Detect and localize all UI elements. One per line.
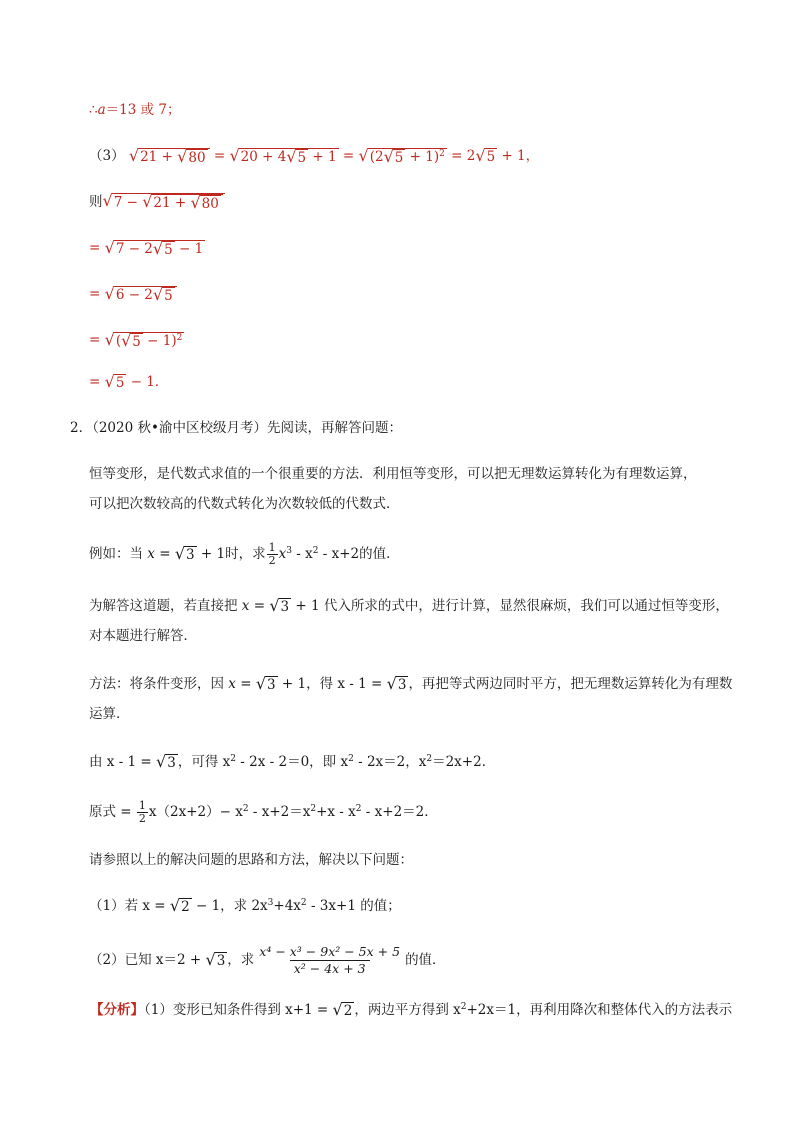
therefore-symbol: ∴ — [89, 102, 98, 118]
question-1: （1）若 x = √ 2 − 1，求 $2x^3+4x^2 - 3x+1$ 的值； — [89, 896, 401, 915]
step-line-3: = √ 6 − 2 √ 5 — [89, 284, 177, 304]
analysis-line: 【分析】（1）变形已知条件得到 x+1 = √ 2 ，两边平方得到 $x^2+2x=1$，再利用降次和整体代入的方法表示 — [90, 1000, 733, 1019]
method-line-1: 方法：将条件变形，因 x = √ 3 + 1，得 x - 1 = √ 3 ，再把等式两边同时平方，把无理数运算转化为有理数 — [89, 674, 733, 693]
instruction-line: 请参照以上的解决问题的思路和方法，解决以下问题： — [89, 852, 413, 868]
step-line-5: = √ 5 − 1． — [89, 372, 169, 391]
step1-math: √ 7 − √ 21 + √ 80 — [103, 194, 225, 210]
part3-line — [89, 146, 539, 166]
step-line-4: = √ ( √ 5 − 1)$^2$ — [89, 329, 183, 350]
step-line-1 — [89, 192, 225, 212]
derive-line: 由 x - 1 = √ 3 ，可得 $x^2 - 2x - 2=0$，即 $x^2 - 2x=2$，$x^2=2x+2$． — [89, 752, 496, 771]
var-a: a — [97, 102, 106, 118]
fraction-half-2: $\frac{1}{2}$ — [138, 799, 146, 825]
part3-math: √ 21 + √ 80 = √ 20 + 4 √ 5 + 1 = √ (2 √ 5 + 1)$^2$ = 2 √ 5 + 1， — [128, 145, 540, 166]
analysis-tag: 【分析】 — [90, 1002, 144, 1018]
question-2: （2）已知 x＝2 + √ 3 ，求 $\frac{\text{x⁴ − x³ − 9x² − 5x + 5}}{\text{x² − 4x + 3}}$ 的值． — [89, 944, 446, 976]
approach-line-2: 对本题进行解答． — [89, 628, 197, 644]
result-line — [89, 100, 181, 120]
problem-header: 2．（2020 秋•渝中区校级月考）先阅读，再解答问题： — [70, 420, 402, 436]
part3-label: （3） — [89, 148, 125, 164]
ze-label: 则 — [89, 194, 103, 210]
result-text: ＝13 或 7； — [105, 102, 181, 118]
fraction-half: $\frac{1}{2}$ — [268, 541, 276, 567]
original-line: 原式 = $\frac{1}{2}$ $x(2x+2)- x^2 - x+2=x^2+x - x^2 - x+2=2$． — [89, 799, 438, 825]
method-line-2: 运算． — [89, 706, 130, 722]
intro-line-1: 恒等变形，是代数式求值的一个很重要的方法．利用恒等变形，可以把无理数运算转化为有理数运算， — [89, 466, 697, 482]
example-line: 例如：当 x = √ 3 + 1时，求 $\frac{1}{2}$ $x^3 - x^2 - x+2$的值． — [89, 541, 400, 567]
rational-expression: $\frac{\text{x⁴ − x³ − 9x² − 5x + 5}}{\text{x² − 4x + 3}}$ — [259, 944, 401, 976]
intro-line-2: 可以把次数较高的代数式转化为次数较低的代数式． — [89, 496, 400, 512]
approach-line-1: 为解答这道题，若直接把 x = √ 3 + 1 代入所求的式中，进行计算，显然很麻烦，我们可以通过恒等变形， — [89, 596, 729, 615]
step-line-2: = √ 7 − 2 √ 5 − 1 — [89, 237, 204, 258]
